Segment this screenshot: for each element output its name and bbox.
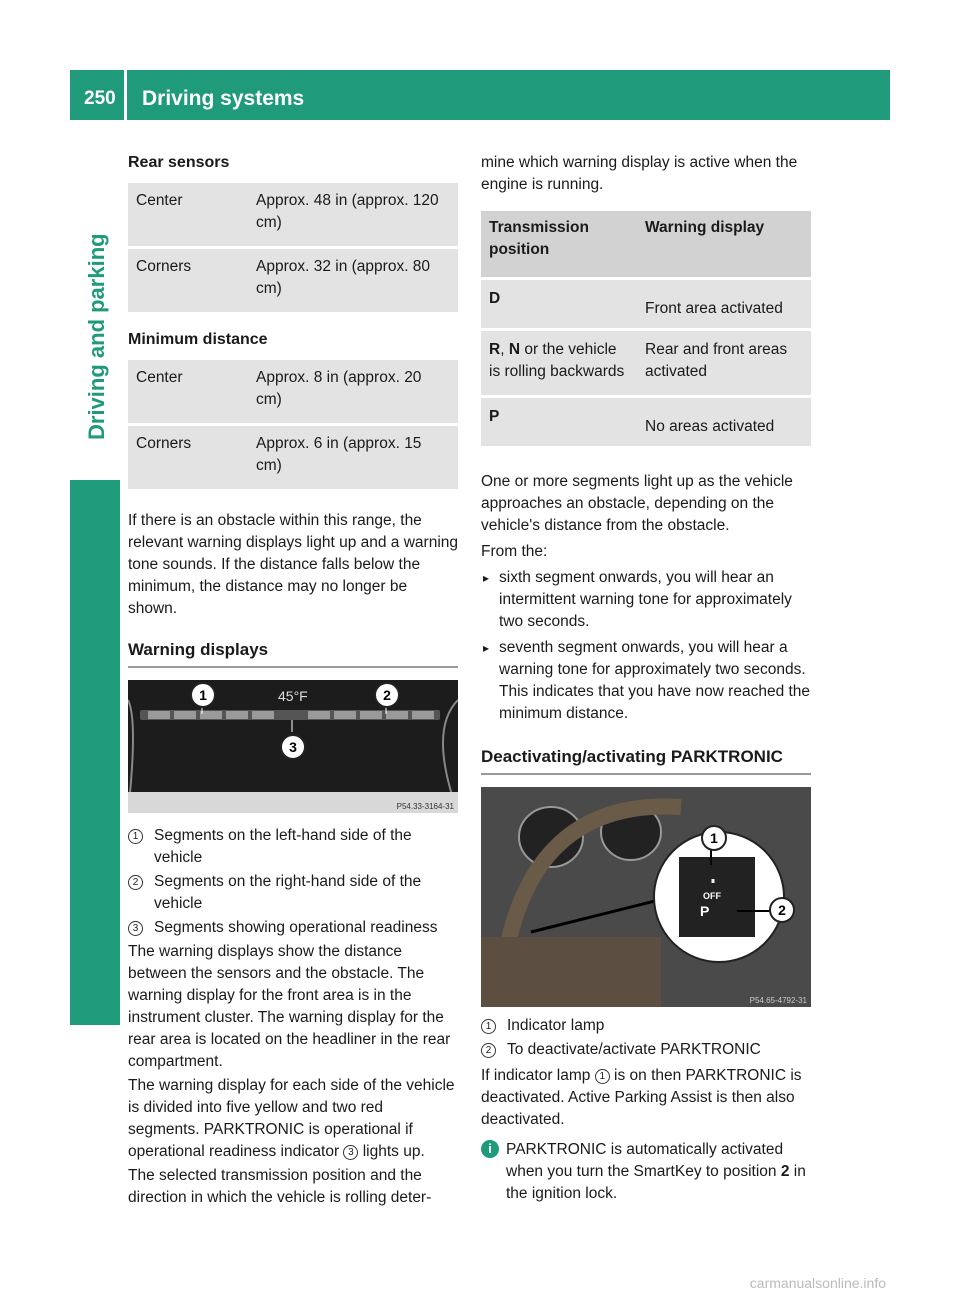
- gear-label: P: [489, 408, 500, 425]
- callout-number: 1: [128, 829, 143, 844]
- rear-sensors-heading: Rear sensors: [128, 154, 230, 171]
- table-cell: Approx. 6 in (approx. 15 cm): [248, 426, 458, 489]
- table-cell: Approx. 48 in (approx. 120 cm): [248, 183, 458, 246]
- list-item: ▸ seventh segment onwards, you will hear a warning tone for approximately two seconds. This indicates that you have now reached the minimum distance.: [481, 637, 811, 725]
- callout-number: 2: [481, 1043, 496, 1058]
- instrument-cluster-image: [128, 680, 458, 813]
- table-header-row: [481, 211, 811, 277]
- table-cell: Rear and front areas activated: [637, 331, 811, 395]
- legend-text: To deactivate/activate PARKTRONIC: [507, 1041, 761, 1058]
- table-cell: Approx. 8 in (approx. 20 cm): [248, 360, 458, 423]
- table-cell: No areas activated: [637, 398, 811, 446]
- table-row: [128, 183, 458, 246]
- text-run: If indicator lamp: [481, 1067, 595, 1084]
- info-text: [506, 1139, 811, 1205]
- right-column: [481, 152, 811, 1205]
- table-cell: Corners: [128, 249, 248, 312]
- rear-sensors-table: [128, 180, 458, 315]
- table-cell: Front area activated: [637, 280, 811, 328]
- continuation-paragraph: mine which warning display is active when the engine is running.: [481, 154, 798, 193]
- text-run: lights up.: [358, 1143, 425, 1160]
- info-note: [481, 1139, 811, 1205]
- transmission-table: [481, 208, 811, 449]
- header-divider: [124, 70, 127, 120]
- dashboard-illustration: [481, 787, 811, 1007]
- table-row: [128, 360, 458, 423]
- list-item: ▸ sixth segment onwards, you will hear an intermittent warning tone for approximately two seconds.: [481, 567, 811, 633]
- off-label: OFF: [703, 891, 721, 901]
- legend-item: [128, 825, 458, 869]
- table-row: [481, 398, 811, 446]
- paragraph: From the:: [481, 543, 548, 560]
- gear-label: R: [489, 341, 501, 358]
- deactivating-heading: Deactivating/activating PARKTRONIC: [481, 747, 811, 775]
- column-header: Warning display: [637, 211, 811, 277]
- legend-2: [481, 1015, 811, 1061]
- left-column: [128, 140, 458, 1209]
- table-row: [481, 331, 811, 395]
- legend-1: [128, 825, 458, 939]
- table-cell: [481, 280, 637, 328]
- callout-number: 3: [128, 921, 143, 936]
- legend-item: [128, 871, 458, 915]
- paragraph: One or more segments light up as the vehicle approaches an obstacle, depending on the vehicle's distance from the obstacle.: [481, 473, 793, 534]
- table-cell: Center: [128, 183, 248, 246]
- callout-number: 3: [343, 1145, 358, 1160]
- image-code: P54.33-3164-31: [396, 802, 454, 811]
- text-run: 2: [780, 1163, 790, 1180]
- text-run: PARKTRONIC is automatically activated when you turn the SmartKey to position: [506, 1141, 784, 1180]
- page-header: [70, 70, 890, 120]
- text-run: ,: [500, 341, 509, 358]
- steering-wheel-image: [481, 787, 811, 1007]
- table-row: [128, 249, 458, 312]
- text-run: or the vehicle is rolling backwards: [489, 341, 625, 380]
- legend-item: [481, 1015, 811, 1037]
- text-run: in the ignition lock.: [506, 1163, 806, 1202]
- page-number: 250: [84, 88, 116, 109]
- p-symbol: P: [700, 903, 710, 919]
- table-cell: [481, 331, 637, 395]
- min-distance-heading: Minimum distance: [128, 331, 268, 348]
- legend-text: Indicator lamp: [507, 1017, 605, 1034]
- callout-3: 3: [280, 734, 306, 760]
- table-cell: Corners: [128, 426, 248, 489]
- paragraph: The warning displays show the distance between the sensors and the obstacle. The warning display for the front area is in the instrument cluster. The warning display for the rear area is located on the headliner in the rear compartment.: [128, 943, 451, 1070]
- info-icon: i: [481, 1140, 499, 1158]
- warning-displays-heading: Warning displays: [128, 640, 458, 668]
- gear-label: D: [489, 290, 501, 307]
- callout-1: 1: [701, 825, 727, 851]
- bullet-list: [481, 567, 811, 725]
- callout-number: 1: [481, 1019, 496, 1034]
- legend-item: [481, 1039, 811, 1061]
- table-row: [481, 280, 811, 328]
- gear-label: N: [508, 341, 521, 358]
- text-run: is on then PARKTRONIC is deactivated. Active Parking Assist is then also deactivated.: [481, 1067, 802, 1128]
- temperature-readout: 45°F: [278, 688, 308, 704]
- legend-text: Segments showing operational readiness: [154, 919, 438, 936]
- legend-item: [128, 917, 458, 939]
- callout-2: 2: [374, 682, 400, 708]
- table-cell: Center: [128, 360, 248, 423]
- callout-1: 1: [190, 682, 216, 708]
- image-code: P54.65-4792-31: [749, 996, 807, 1005]
- paragraph: [481, 1065, 811, 1131]
- table-cell: [481, 398, 637, 446]
- legend-text: Segments on the right-hand side of the vehicle: [154, 873, 422, 912]
- side-tab-block: [70, 480, 120, 1025]
- paragraph: The selected transmission position and the direction in which the vehicle is rolling deter-: [128, 1167, 432, 1206]
- table-row: [128, 426, 458, 489]
- section-title: Driving systems: [142, 87, 305, 110]
- callout-2: 2: [769, 897, 795, 923]
- min-distance-table: [128, 357, 458, 492]
- callout-number: 2: [128, 875, 143, 890]
- table-cell: Approx. 32 in (approx. 80 cm): [248, 249, 458, 312]
- text-run: The warning display for each side of the vehicle is divided into five yellow and two red segments. PARKTRONIC is operational if operational readiness indicator: [128, 1077, 455, 1160]
- side-tab-label: Driving and parking: [84, 233, 109, 440]
- callout-number: 1: [595, 1069, 610, 1084]
- column-header: Transmission position: [481, 211, 637, 277]
- paragraph: [128, 1075, 458, 1163]
- footer-watermark: carmanualsonline.info: [749, 1275, 886, 1291]
- obstacle-paragraph: If there is an obstacle within this range, the relevant warning displays light up and a warning tone sounds. If the distance falls below the minimum, the distance may no longer be shown.: [128, 512, 459, 617]
- legend-text: Segments on the left-hand side of the vehicle: [154, 827, 412, 866]
